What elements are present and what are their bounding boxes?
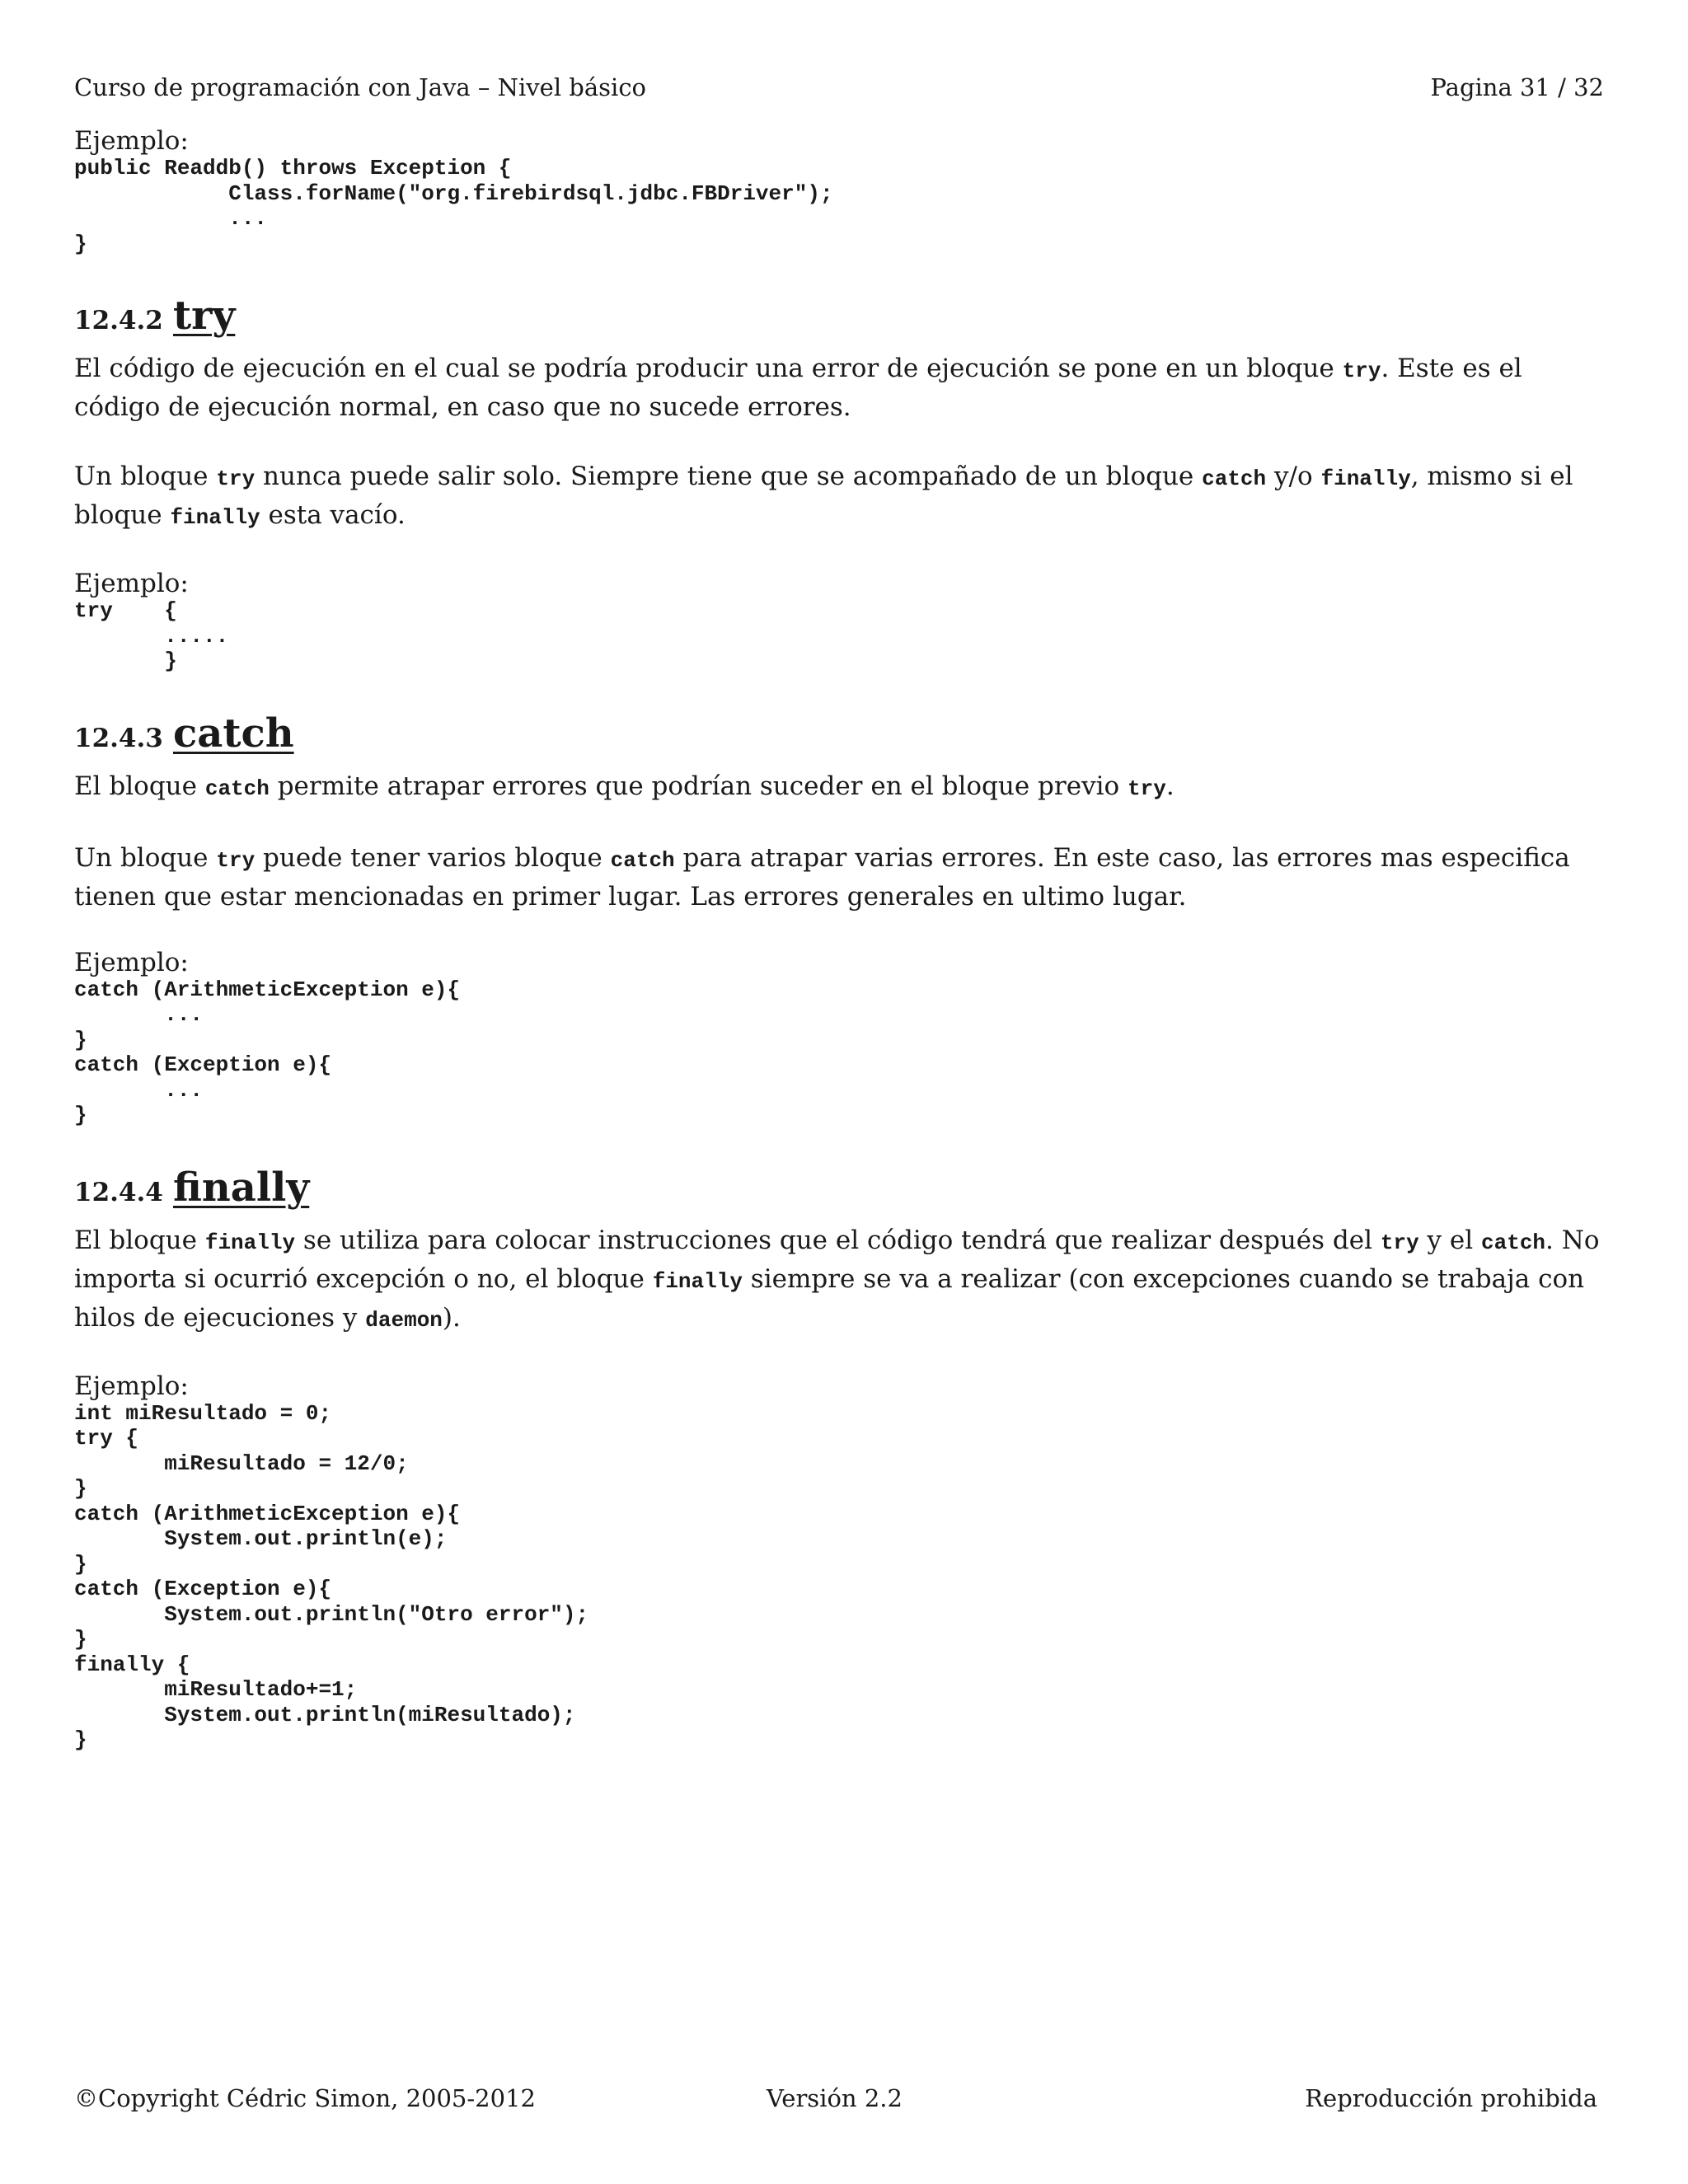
code-block-throws: public Readdb() throws Exception { Class.forName("org.firebirdsql.jdbc.FBDriver"); ... } xyxy=(74,156,833,256)
footer-version: Versión 2.2 xyxy=(767,2084,903,2112)
section-title: try xyxy=(173,293,236,339)
inline-code: try xyxy=(216,466,256,491)
paragraph-catch-2: Un bloque try puede tener varios bloque catch para atrapar varias errores. En este caso, las errores mas especifica tienen que estar mencionadas en primer lugar. Las errores generales en ultimo lugar. xyxy=(74,842,1570,912)
paragraph-catch-1: El bloque catch permite atrapar errores que podrían suceder en el bloque previo try. xyxy=(74,771,1175,801)
section-title: catch xyxy=(173,710,294,757)
section-heading-finally xyxy=(74,1165,1606,1211)
section-heading-try xyxy=(74,293,1606,339)
inline-code: catch xyxy=(204,776,270,801)
paragraph-try-1: El código de ejecución en el cual se podría producir una error de ejecución se pone en un bloque try. Este es el código de ejecución normal, en caso que no sucede errores. xyxy=(74,354,1522,422)
section-number: 12.4.3 xyxy=(74,723,163,753)
page-header xyxy=(74,73,1604,102)
code-block-finally: int miResultado = 0; try { miResultado = 12/0; } catch (ArithmeticException e){ System.out.println(e); } catch (Exception e){ System.out.println("Otro error"); } finally { miResultado+=1; System.out.println(miResultado); } xyxy=(74,1400,589,1752)
paragraph-finally-1: El bloque finally se utiliza para colocar instrucciones que el código tendrá que realizar después del try y el catch. No importa si ocurrió excepción o no, el bloque finally siempre se va a realizar (con excepciones cuando se trabaja con hilos de ejecuciones y daemon). xyxy=(74,1225,1600,1333)
section-number: 12.4.2 xyxy=(74,306,163,335)
code-block-try: try { ..... } xyxy=(74,598,229,673)
example-label: Ejemplo: xyxy=(74,1371,189,1401)
page-footer xyxy=(74,2083,1597,2113)
section-title: finally xyxy=(173,1164,310,1211)
inline-code: finally xyxy=(204,1230,296,1255)
header-page-number: Pagina 31 / 32 xyxy=(1430,73,1604,101)
inline-code: finally xyxy=(1320,466,1411,491)
example-label: Ejemplo: xyxy=(74,569,189,598)
section-number: 12.4.4 xyxy=(74,1177,163,1207)
example-label: Ejemplo: xyxy=(74,126,189,156)
page-content xyxy=(74,126,1606,1753)
inline-code: try xyxy=(1380,1230,1419,1255)
inline-code: daemon xyxy=(365,1307,443,1333)
paragraph-try-2: Un bloque try nunca puede salir solo. Siempre tiene que se acompañado de un bloque catch y/o finally, mismo si el bloque finally esta vacío. xyxy=(74,462,1573,530)
footer-copyright: ©Copyright Cédric Simon, 2005-2012 xyxy=(74,2084,536,2112)
section-heading-catch xyxy=(74,710,1606,757)
code-block-catch: catch (ArithmeticException e){ ... } catch (Exception e){ ... } xyxy=(74,977,461,1127)
inline-code: try xyxy=(1128,776,1166,801)
inline-code: catch xyxy=(1481,1230,1546,1255)
header-course-title: Curso de programación con Java – Nivel básico xyxy=(74,73,647,101)
inline-code: finally xyxy=(170,505,260,530)
inline-code: try xyxy=(1342,359,1381,383)
inline-code: try xyxy=(216,847,256,873)
inline-code: finally xyxy=(652,1268,743,1294)
inline-code: catch xyxy=(610,847,675,873)
example-label: Ejemplo: xyxy=(74,947,189,977)
footer-rights: Reproducción prohibida xyxy=(1305,2084,1597,2112)
inline-code: catch xyxy=(1202,466,1267,491)
